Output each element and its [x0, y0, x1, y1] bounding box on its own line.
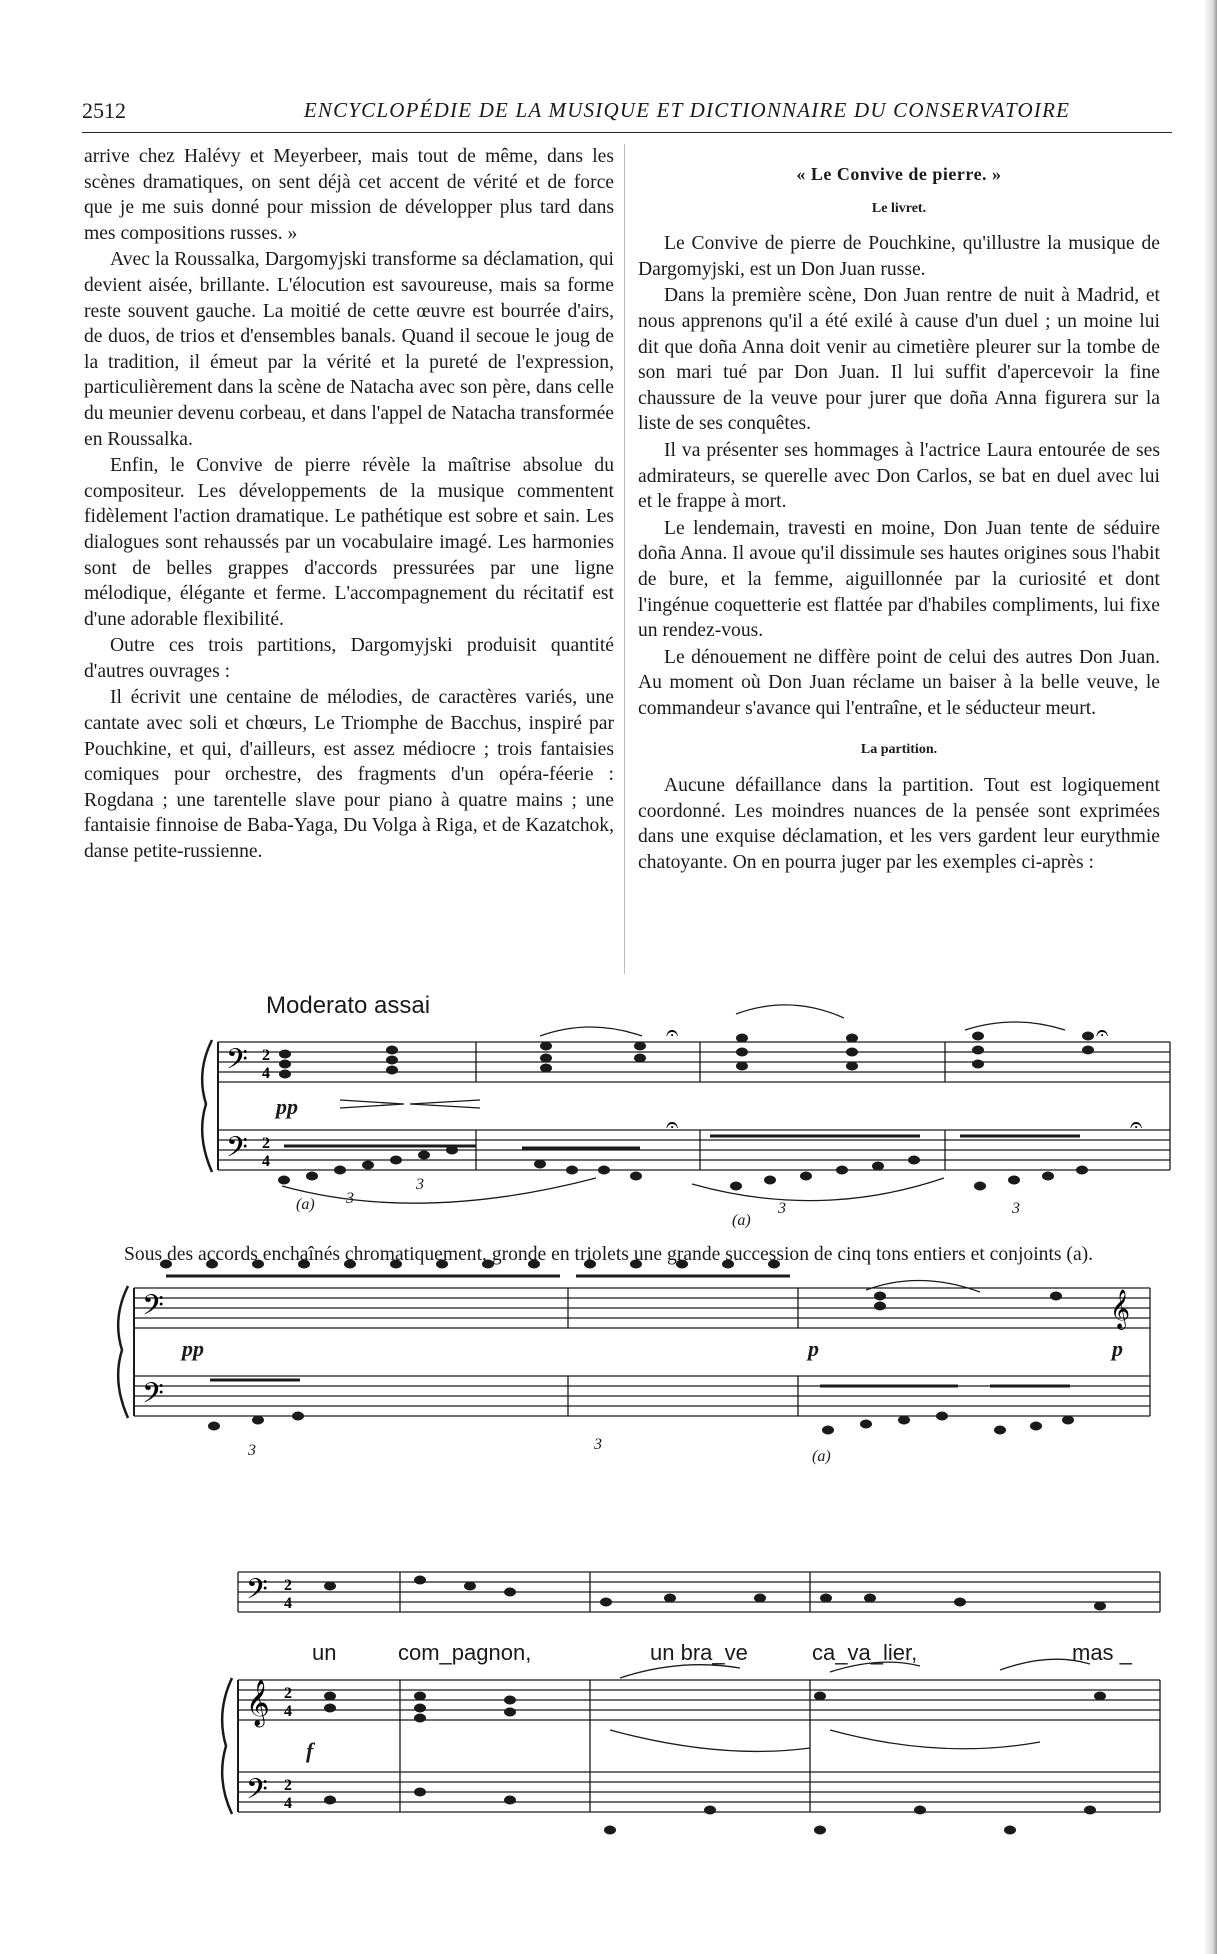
marker-label: (a) — [296, 1196, 315, 1213]
svg-text:2: 2 — [262, 1135, 270, 1152]
paragraph: Dans la première scène, Don Juan rentre de nuit à Madrid, et nous apprenons qu'il a été exilé à cause d'un duel ; un moine lui dit que doña Anna doit venir au cimetière pleurer sur la tombe de son mari tué par Don Juan. Il lui suffit d'apercevoir la fine chaussure de la veuve pour jurer que doña Anna figurera sur la liste de ses conquêtes. — [638, 285, 1160, 435]
paragraph: Outre ces trois partitions, Dargomyjski produisit quantité d'autres ouvrages : — [84, 635, 614, 682]
lyric-syllable: un — [312, 1640, 337, 1665]
svg-text:𝄐: 𝄐 — [666, 1113, 679, 1138]
paragraph: Il écrivit une centaine de mélodies, de caractères variés, une cantate avec soli et chœurs, Le Triomphe de Bacchus, inspiré par Pouchkine, et qui, d'ailleurs, est assez médiocre ; trois fantaisies comiques pour orchestre, des fragments d'un opéra-féerie : Rogdana ; une tarentelle slave pour piano à quatre mains ; une fantaisie finnoise de Baba-Yaga, Du Volga à Riga, et de Kazatchok, danse petite-russienne. — [84, 687, 614, 863]
running-title: ENCYCLOPÉDIE DE LA MUSIQUE ET DICTIONNAIRE DU CONSERVATOIRE — [303, 98, 1071, 122]
svg-text:4: 4 — [262, 1065, 270, 1082]
svg-text:𝄞: 𝄞 — [246, 1680, 270, 1726]
dynamic-marking: p — [808, 1336, 819, 1361]
svg-text:𝄐: 𝄐 — [666, 1021, 679, 1046]
page-edge-shadow — [1203, 0, 1217, 1954]
lyric-syllable: un bra_ve — [650, 1640, 748, 1665]
triplet-label: 3 — [778, 1200, 786, 1217]
lyric-syllable: mas _ — [1072, 1640, 1132, 1665]
paragraph: Le dénouement ne diffère point de celui des autres Don Juan. Au moment où Don Juan réclame un baiser à la belle veuve, le commandeur s'avance qui l'entraîne, et le séducteur meurt. — [638, 646, 1160, 719]
staff-lines-upper-2 — [134, 1288, 1150, 1328]
marker-label: (a) — [812, 1448, 831, 1465]
triplet-label: 3 — [346, 1190, 354, 1207]
svg-text:𝄢: 𝄢 — [226, 1043, 248, 1083]
paragraph: Le Convive de pierre de Pouchkine, qu'illustre la musique de Dargomyjski, est un Don Juan russe. — [638, 233, 1160, 280]
example-caption: Sous des accords enchaînés chromatiquement, gronde en triolets une grande succession de cinq tons entiers et conjoints (a). — [124, 1244, 1094, 1265]
svg-text:2: 2 — [284, 1577, 292, 1594]
svg-text:𝄢: 𝄢 — [142, 1377, 164, 1417]
paragraph: Avec la Roussalka, Dargomyjski transforme sa déclamation, qui devient aisée, brillante. L'élocution est savoureuse, mais sa forme reste souvent gauche. La moitié de cette œuvre est bourrée d'airs, de duos, de trios et d'ensembles banals. Quand il secoue le joug de la tradition, il émeut par la vérité et la pureté de l'expression, particulièrement dans la scène de Natacha avec son père, dans celle du meunier devenu corbeau, et dans l'appel de Natacha transformée en Roussalka. — [84, 249, 614, 450]
dynamic-marking: f — [306, 1738, 314, 1763]
dynamic-marking: p — [1112, 1336, 1123, 1361]
svg-text:4: 4 — [284, 1703, 292, 1720]
svg-text:𝄐: 𝄐 — [1096, 1021, 1109, 1046]
svg-text:𝄐: 𝄐 — [1130, 1113, 1143, 1138]
tempo-marking: Moderato assai — [266, 992, 431, 1019]
section-title: « Le Convive de pierre. » — [796, 164, 1002, 184]
staff-lines-upper-1 — [218, 1042, 1170, 1082]
staff-lines-lower-2 — [134, 1376, 1150, 1416]
lyric-syllable: ca_va_lier, — [812, 1640, 918, 1665]
lyric-syllable: com_pagnon, — [398, 1640, 532, 1665]
paragraph: arrive chez Halévy et Meyerbeer, mais tout de même, dans les scènes dramatiques, on sent déjà cet accent de vérité et de force que je me suis donné pour mission de développer plus tard dans mes compositions russes. » — [84, 146, 614, 244]
dynamic-marking: pp — [276, 1094, 298, 1119]
music-score-two — [222, 1572, 1160, 1814]
svg-text:𝄢: 𝄢 — [226, 1131, 248, 1171]
svg-text:2: 2 — [284, 1777, 292, 1794]
paragraph: Il va présenter ses hommages à l'actrice Laura entourée de ses admirateurs, se querelle avec Don Carlos, se bat en duel avec lui et le frappe à mort. — [638, 439, 1160, 513]
svg-text:2: 2 — [284, 1685, 292, 1702]
triplet-label: 3 — [416, 1176, 424, 1193]
svg-text:4: 4 — [284, 1595, 292, 1612]
svg-text:2: 2 — [262, 1047, 270, 1064]
svg-text:𝄢: 𝄢 — [142, 1289, 164, 1329]
triplet-label: 3 — [594, 1436, 602, 1453]
triplet-label: 3 — [248, 1442, 256, 1459]
svg-text:4: 4 — [262, 1153, 270, 1170]
subsection-title-partition: La partition. — [860, 742, 938, 758]
page-number: 2512 — [82, 98, 126, 123]
subsection-title-livret: Le livret. — [871, 200, 927, 216]
svg-text:4: 4 — [284, 1795, 292, 1812]
svg-text:𝄞: 𝄞 — [1110, 1289, 1131, 1329]
svg-text:𝄢: 𝄢 — [246, 1573, 268, 1613]
marker-label: (a) — [732, 1212, 751, 1229]
triplet-label: 3 — [1012, 1200, 1020, 1217]
paragraph: Aucune défaillance dans la partition. Tout est logiquement coordonné. Les moindres nuances de la pensée sont exprimées dans une exquise déclamation, et les vers gardent leur eurythmie chatoyante. On en pourra juger par les exemples ci-après : — [638, 775, 1160, 873]
svg-text:𝄢: 𝄢 — [246, 1773, 268, 1813]
dynamic-marking: pp — [182, 1336, 204, 1361]
paragraph: Le lendemain, travesti en moine, Don Juan tente de séduire doña Anna. Il avoue qu'il dissimule ses hautes origines sous l'habit de bure, et la femme, aiguillonnée par la curiosité et dont l'ingénue coquetterie est flattée par d'habiles compliments, lui fixe un rendez-vous. — [638, 517, 1160, 642]
paragraph: Enfin, le Convive de pierre révèle la maîtrise absolue du compositeur. Les développements de la musique commentent fidèlement l'action dramatique. Le pathétique est sobre et sain. Les dialogues sont rehaussés par un vocabulaire imagé. Les harmonies sont de belles grappes d'accords pressurées par une ligne mélodique, élégante et ferme. L'accompagnement du récitatif est d'une adorable flexibilité. — [84, 455, 614, 630]
